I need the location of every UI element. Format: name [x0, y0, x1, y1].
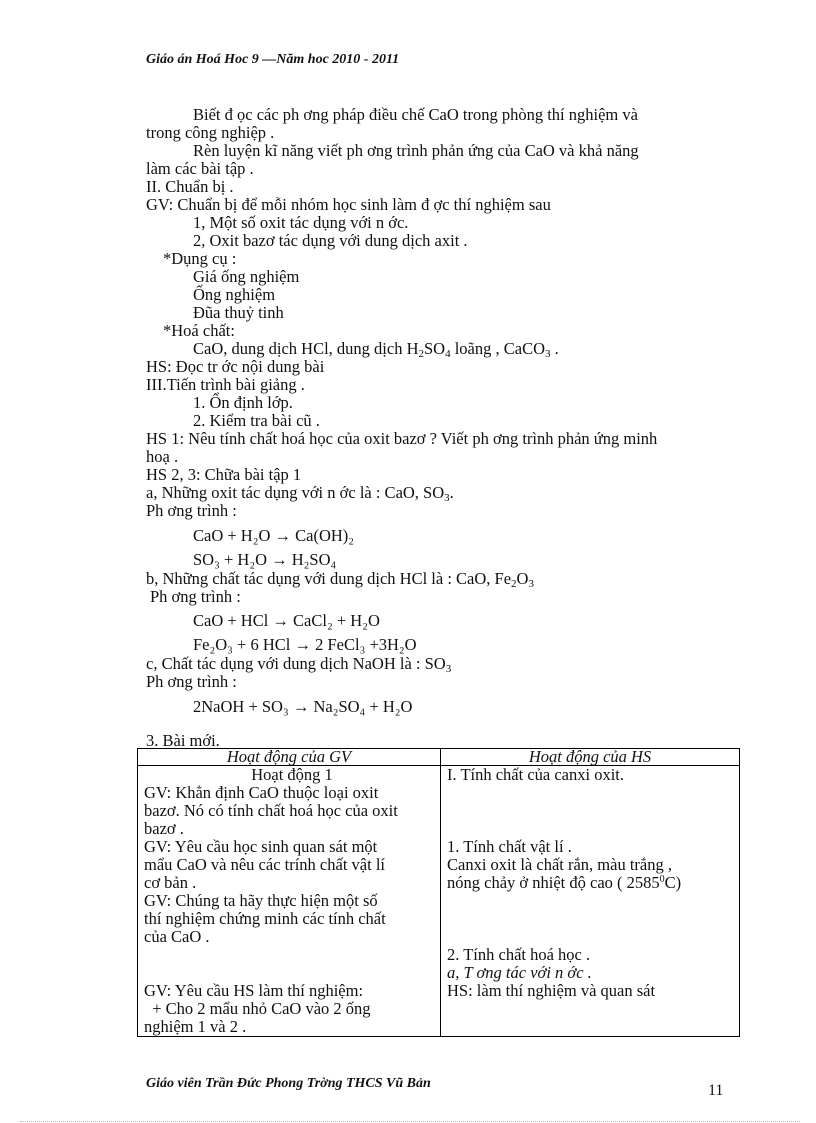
objective-line-1: Biết đ ọc các ph ơng pháp điều chế CaO trong phòng thí nghiệm và — [193, 105, 638, 124]
spacer — [447, 820, 739, 838]
hs1-question: HS 1: Nêu tính chất hoá học của oxit bazơ ? Viết ph ơng trình phản ứng minh — [146, 429, 658, 448]
hs-line: Canxi oxit là chất rắn, màu trắng , — [447, 855, 672, 874]
answer-a: a, Những oxit tác dụng với n ớc là : CaO, $SO_3$. — [146, 483, 454, 504]
activity-table — [137, 748, 740, 1037]
tool-item: Giá ống nghiệm — [193, 267, 300, 286]
tool-item: Ống nghiệm — [193, 285, 276, 304]
equation-label: Ph ơng trình : — [146, 672, 237, 691]
gv-line: của CaO . — [144, 927, 210, 946]
section-procedure: III.Tiến trình bài giảng . — [146, 375, 305, 394]
gv-line: bazơ . — [144, 819, 184, 838]
hs1-question-b: hoạ . — [146, 447, 179, 466]
hs-line: 2. Tính chất hoá học . — [447, 945, 591, 964]
objective-line-2b: làm các bài tập . — [146, 159, 254, 178]
gv-line: GV: Chúng ta hãy thực hiện một số — [144, 891, 378, 910]
gv-line: + Cho 2 mẩu nhỏ CaO vào 2 ống — [144, 999, 371, 1018]
answer-b: b, Những chất tác dụng với dung dịch HCl là : CaO, $Fe_2O_3$ — [146, 569, 534, 590]
section-preparation: II. Chuẩn bị . — [146, 177, 234, 196]
procedure-step-1: 1. Ổn định lớp. — [193, 393, 293, 412]
tools-heading: *Dụng cụ : — [163, 249, 237, 268]
column-header-gv: Hoạt động của GV — [138, 749, 441, 766]
gv-line: GV: Khẳn định CaO thuộc loại oxit — [144, 783, 379, 802]
gv-line: GV: Yêu cầu học sinh quan sát một — [144, 837, 378, 856]
hs-activity-cell — [441, 766, 740, 1037]
tool-item: Đũa thuỷ tinh — [193, 303, 284, 322]
gv-preparation: GV: Chuẩn bị để mỗi nhóm học sinh làm đ ợc thí nghiệm sau — [146, 195, 551, 214]
chemicals-heading: *Hoá chất: — [163, 321, 235, 340]
objective-line-2: Rèn luyện kĩ năng viết ph ơng trình phản ứng của CaO và khả năng — [193, 141, 639, 160]
answer-c: c, Chất tác dụng với dung dịch NaOH là : $SO_3$ — [146, 654, 452, 675]
page-bottom-divider — [20, 1121, 800, 1122]
equation-label: Ph ơng trình : — [150, 587, 241, 606]
spacer — [447, 928, 739, 946]
equation-label: Ph ơng trình : — [146, 501, 237, 520]
hs-line: I. Tính chất của canxi oxit. — [447, 765, 625, 784]
hs-line: nóng chảy ở nhiệt độ cao ( 2585$^0$C) — [447, 873, 682, 892]
gv-line: thí nghiệm chứng minh các tính chất — [144, 909, 386, 928]
procedure-step-2: 2. Kiểm tra bài cũ . — [193, 411, 320, 430]
hs-line: a, T ơng tác với n ớc . — [447, 963, 592, 982]
equation: CaO + H₂O → Ca(OH)₂ — [193, 526, 355, 545]
equation: CaO + HCl → CaCl₂ + H₂O — [193, 611, 380, 630]
gv-line: bazơ. Nó có tính chất hoá học của oxit — [144, 801, 398, 820]
hs-line: 1. Tính chất vật lí . — [447, 837, 572, 856]
spacer — [447, 910, 739, 928]
activity-title: Hoạt động 1 — [251, 765, 333, 784]
hs23-task: HS 2, 3: Chữa bài tập 1 — [146, 465, 302, 484]
gv-line: nghiệm 1 và 2 . — [144, 1017, 247, 1036]
hs-line: HS: làm thí nghiệm và quan sát — [447, 981, 656, 1000]
equation: 2NaOH + SO₃ → Na₂SO₄ + H₂O — [193, 697, 413, 716]
experiment-2: 2, Oxit bazơ tác dụng với dung dịch axit . — [193, 231, 468, 250]
equation: Fe₂O₃ + 6 HCl → 2 FeCl₃ +3H₂O — [193, 635, 417, 654]
equation: SO₃ + H₂O → H₂SO₄ — [193, 550, 337, 569]
spacer — [144, 946, 440, 964]
gv-line: GV: Yêu cầu HS làm thí nghiệm: — [144, 981, 364, 1000]
page-number: 11 — [708, 1082, 724, 1099]
objective-line-1b: trong công nghiệp . — [146, 123, 275, 142]
gv-line: mẩu CaO và nêu các trính chất vật lí — [144, 855, 385, 874]
column-header-hs: Hoạt động của HS — [441, 749, 740, 766]
spacer — [447, 1000, 739, 1018]
hs-preparation: HS: Đọc tr ớc nội dung bài — [146, 357, 325, 376]
gv-line: cơ bản . — [144, 873, 197, 892]
spacer — [447, 1018, 739, 1036]
page-header: Giáo án Hoá Hoc 9 —Năm hoc 2010 - 2011 — [146, 52, 400, 67]
spacer — [447, 784, 739, 802]
spacer — [447, 802, 739, 820]
experiment-1: 1, Một số oxit tác dụng với n ớc. — [193, 213, 409, 232]
spacer — [144, 964, 440, 982]
chemicals-list: CaO, dung dịch HCl, dung dịch $H_2SO_4$ loãng , CaCO$_3$ . — [193, 339, 559, 360]
section-new-lesson: 3. Bài mới. — [146, 731, 220, 750]
gv-activity-cell — [138, 766, 441, 1037]
page-footer: Giáo viên Trần Đức Phong Trờng THCS Vũ Bản — [146, 1076, 431, 1091]
table-header-row — [138, 749, 740, 766]
table-row — [138, 766, 740, 1037]
spacer — [447, 892, 739, 910]
